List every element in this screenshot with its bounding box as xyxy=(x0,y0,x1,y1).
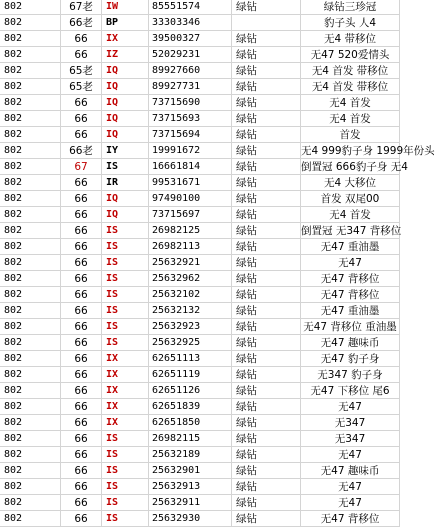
cell-note[interactable]: 无47 背移位 xyxy=(301,287,400,303)
cell-prefix[interactable]: IS xyxy=(102,271,149,287)
cell-code[interactable]: 802 xyxy=(0,399,61,415)
cell-year[interactable]: 66 xyxy=(61,95,102,111)
table-row xyxy=(0,495,400,511)
cell-type[interactable]: 绿钻 xyxy=(232,207,301,223)
cell-note[interactable]: 绿钻三珍冠 xyxy=(301,0,400,15)
cell-year[interactable]: 66 xyxy=(61,335,102,351)
cell-type[interactable]: 绿钻 xyxy=(232,31,301,47)
table-row xyxy=(0,79,400,95)
cell-prefix[interactable]: IS xyxy=(102,255,149,271)
cell-type[interactable]: 绿钻 xyxy=(232,175,301,191)
cell-note[interactable]: 无347 xyxy=(301,431,400,447)
table-row xyxy=(0,255,400,271)
table-row xyxy=(0,47,400,63)
cell-year[interactable]: 65老 xyxy=(61,79,102,95)
table-row xyxy=(0,287,400,303)
cell-serial[interactable]: 25632930 xyxy=(149,511,232,527)
cell-year[interactable]: 66 xyxy=(61,223,102,239)
cell-type[interactable]: 绿钻 xyxy=(232,255,301,271)
cell-serial[interactable]: 73715690 xyxy=(149,95,232,111)
cell-note[interactable]: 无47 xyxy=(301,255,400,271)
cell-prefix[interactable]: IX xyxy=(102,351,149,367)
cell-note[interactable]: 无4 999豹子身 1999年份头 xyxy=(301,144,435,157)
cell-prefix[interactable]: IS xyxy=(102,511,149,527)
cell-prefix[interactable]: IS xyxy=(102,319,149,335)
cell-code[interactable]: 802 xyxy=(0,287,61,303)
cell-note[interactable]: 无47 趣味币 xyxy=(301,463,400,479)
cell-type[interactable]: 绿钻 xyxy=(232,239,301,255)
table-row xyxy=(0,367,400,383)
cell-note[interactable]: 无47 重油墨 xyxy=(301,303,400,319)
table-row xyxy=(0,511,400,527)
cell-year[interactable]: 66 xyxy=(61,175,102,191)
cell-note[interactable]: 无47 520爱情头 xyxy=(301,47,400,63)
cell-code[interactable]: 802 xyxy=(0,111,61,127)
cell-note[interactable]: 豹子头 人4 xyxy=(301,15,400,31)
cell-serial[interactable]: 19991672 xyxy=(149,143,232,159)
cell-note[interactable]: 无47 豹子身 xyxy=(301,351,400,367)
cell-prefix[interactable]: IX xyxy=(102,367,149,383)
cell-note[interactable]: 无4 首发 xyxy=(301,95,400,111)
cell-code[interactable]: 802 xyxy=(0,79,61,95)
cell-type[interactable]: 绿钻 xyxy=(232,79,301,95)
cell-type[interactable]: 绿钻 xyxy=(232,399,301,415)
cell-serial[interactable]: 99531671 xyxy=(149,175,232,191)
table-row xyxy=(0,0,400,15)
cell-code[interactable]: 802 xyxy=(0,207,61,223)
cell-serial[interactable]: 25632962 xyxy=(149,271,232,287)
cell-code[interactable]: 802 xyxy=(0,479,61,495)
cell-year[interactable]: 66 xyxy=(61,319,102,335)
table-row xyxy=(0,463,400,479)
cell-serial[interactable]: 39500327 xyxy=(149,31,232,47)
cell-prefix[interactable]: IS xyxy=(102,463,149,479)
cell-type[interactable]: 绿钻 xyxy=(232,0,301,15)
table-row xyxy=(0,335,400,351)
cell-note[interactable]: 无347 xyxy=(301,415,400,431)
cell-serial[interactable]: 26982125 xyxy=(149,223,232,239)
cell-type[interactable]: 绿钻 xyxy=(232,127,301,143)
cell-type[interactable]: 绿钻 xyxy=(232,511,301,527)
table-row xyxy=(0,175,400,191)
cell-type[interactable]: 绿钻 xyxy=(232,159,301,175)
table-row xyxy=(0,319,400,335)
table-row xyxy=(0,271,400,287)
cell-year[interactable]: 66 xyxy=(61,255,102,271)
cell-code[interactable]: 802 xyxy=(0,351,61,367)
cell-serial[interactable]: 97490100 xyxy=(149,191,232,207)
cell-year[interactable]: 66 xyxy=(61,383,102,399)
cell-type[interactable]: 绿钻 xyxy=(232,271,301,287)
cell-serial[interactable]: 62651113 xyxy=(149,351,232,367)
cell-code[interactable]: 802 xyxy=(0,335,61,351)
cell-prefix[interactable]: IX xyxy=(102,383,149,399)
table-row xyxy=(0,63,400,79)
table-row xyxy=(0,383,400,399)
cell-serial[interactable]: 89927660 xyxy=(149,63,232,79)
cell-type[interactable]: 绿钻 xyxy=(232,319,301,335)
cell-code[interactable]: 802 xyxy=(0,239,61,255)
cell-year[interactable]: 67 xyxy=(61,159,102,175)
cell-prefix[interactable]: IS xyxy=(102,335,149,351)
cell-prefix[interactable]: IS xyxy=(102,479,149,495)
table-row xyxy=(0,351,400,367)
cell-prefix[interactable]: IQ xyxy=(102,95,149,111)
table-row xyxy=(0,207,400,223)
cell-type[interactable]: 绿钻 xyxy=(232,463,301,479)
cell-year[interactable]: 66 xyxy=(61,47,102,63)
cell-code[interactable]: 802 xyxy=(0,127,61,143)
table-row xyxy=(0,223,400,239)
cell-serial[interactable]: 73715694 xyxy=(149,127,232,143)
cell-type[interactable]: 绿钻 xyxy=(232,111,301,127)
cell-serial[interactable]: 62651126 xyxy=(149,383,232,399)
cell-note[interactable]: 首发 双尾00 xyxy=(301,191,400,207)
table-row xyxy=(0,159,400,175)
cell-code[interactable]: 802 xyxy=(0,271,61,287)
table-row xyxy=(0,95,400,111)
cell-code[interactable]: 802 xyxy=(0,143,61,159)
cell-year[interactable]: 66 xyxy=(61,111,102,127)
cell-year[interactable]: 66老 xyxy=(61,15,102,31)
cell-prefix[interactable]: IW xyxy=(102,0,149,15)
cell-note[interactable]: 无47 背移位 xyxy=(301,271,400,287)
cell-note[interactable]: 无47 xyxy=(301,399,400,415)
cell-note[interactable]: 无4 带移位 xyxy=(301,31,400,47)
cell-type[interactable]: 绿钻 xyxy=(232,191,301,207)
table-row xyxy=(0,31,400,47)
cell-code[interactable]: 802 xyxy=(0,15,61,31)
cell-code[interactable]: 802 xyxy=(0,415,61,431)
cell-type[interactable]: 绿钻 xyxy=(232,495,301,511)
cell-type[interactable]: 绿钻 xyxy=(232,415,301,431)
cell-serial[interactable]: 85551574 xyxy=(149,0,232,15)
cell-note[interactable]: 无47 趣味币 xyxy=(301,335,400,351)
table-row xyxy=(0,127,400,143)
cell-year[interactable]: 66 xyxy=(61,239,102,255)
cell-type[interactable]: 绿钻 xyxy=(232,223,301,239)
cell-year[interactable]: 66 xyxy=(61,351,102,367)
cell-note[interactable]: 无4 首发 xyxy=(301,207,400,223)
cell-prefix[interactable]: IS xyxy=(102,495,149,511)
cell-code[interactable]: 802 xyxy=(0,367,61,383)
table-row xyxy=(0,191,400,207)
cell-year[interactable]: 65老 xyxy=(61,63,102,79)
cell-year[interactable]: 66 xyxy=(61,31,102,47)
cell-prefix[interactable]: IS xyxy=(102,223,149,239)
cell-year[interactable]: 66 xyxy=(61,287,102,303)
cell-prefix[interactable]: IQ xyxy=(102,63,149,79)
table-row xyxy=(0,303,400,319)
cell-code[interactable]: 802 xyxy=(0,95,61,111)
cell-note[interactable]: 无4 首发 带移位 xyxy=(301,79,400,95)
cell-type[interactable]: 绿钻 xyxy=(232,287,301,303)
cell-code[interactable]: 802 xyxy=(0,383,61,399)
cell-serial[interactable]: 62651850 xyxy=(149,415,232,431)
cell-type[interactable]: 绿钻 xyxy=(232,351,301,367)
cell-code[interactable]: 802 xyxy=(0,63,61,79)
cell-note[interactable]: 无47 下移位 尾6 xyxy=(301,383,400,399)
cell-serial[interactable]: 25632925 xyxy=(149,335,232,351)
cell-year[interactable]: 66 xyxy=(61,127,102,143)
cell-year[interactable]: 66 xyxy=(61,271,102,287)
cell-serial[interactable]: 25632189 xyxy=(149,447,232,463)
cell-note[interactable]: 无4 首发 xyxy=(301,111,400,127)
cell-type[interactable]: 绿钻 xyxy=(232,447,301,463)
cell-year[interactable]: 66 xyxy=(61,495,102,511)
table-row xyxy=(0,431,400,447)
cell-type[interactable]: 绿钻 xyxy=(232,383,301,399)
cell-note[interactable]: 无47 重油墨 xyxy=(301,239,400,255)
cell-note[interactable]: 倒置冠 无347 背移位 xyxy=(301,224,402,237)
cell-serial[interactable]: 25632102 xyxy=(149,287,232,303)
table-row xyxy=(0,143,400,159)
cell-year[interactable]: 67老 xyxy=(61,0,102,15)
cell-type[interactable]: 绿钻 xyxy=(232,143,301,159)
cell-prefix[interactable]: IS xyxy=(102,303,149,319)
cell-year[interactable]: 66老 xyxy=(61,143,102,159)
cell-prefix[interactable]: IS xyxy=(102,287,149,303)
cell-serial[interactable]: 33303346 xyxy=(149,15,232,31)
table-row xyxy=(0,447,400,463)
cell-prefix[interactable]: IS xyxy=(102,431,149,447)
cell-serial[interactable]: 26982113 xyxy=(149,239,232,255)
cell-prefix[interactable]: IQ xyxy=(102,127,149,143)
cell-serial[interactable]: 73715697 xyxy=(149,207,232,223)
cell-prefix[interactable]: IX xyxy=(102,415,149,431)
cell-code[interactable]: 802 xyxy=(0,223,61,239)
cell-serial[interactable]: 73715693 xyxy=(149,111,232,127)
cell-type[interactable]: 绿钻 xyxy=(232,303,301,319)
cell-code[interactable]: 802 xyxy=(0,447,61,463)
table-row xyxy=(0,111,400,127)
cell-serial[interactable]: 25632132 xyxy=(149,303,232,319)
cell-prefix[interactable]: IY xyxy=(102,143,149,159)
cell-serial[interactable]: 25632923 xyxy=(149,319,232,335)
cell-code[interactable]: 802 xyxy=(0,47,61,63)
cell-code[interactable]: 802 xyxy=(0,319,61,335)
cell-prefix[interactable]: IQ xyxy=(102,207,149,223)
cell-note[interactable]: 无47 xyxy=(301,447,400,463)
cell-note[interactable]: 无47 背移位 重油墨 xyxy=(301,319,400,335)
table-row xyxy=(0,239,400,255)
cell-prefix[interactable]: IQ xyxy=(102,111,149,127)
table-row xyxy=(0,399,400,415)
cell-code[interactable]: 802 xyxy=(0,0,61,15)
cell-year[interactable]: 66 xyxy=(61,479,102,495)
cell-code[interactable]: 802 xyxy=(0,463,61,479)
cell-note[interactable]: 无4 大移位 xyxy=(301,175,400,191)
cell-code[interactable]: 802 xyxy=(0,511,61,527)
cell-year[interactable]: 66 xyxy=(61,191,102,207)
cell-serial[interactable]: 25632921 xyxy=(149,255,232,271)
cell-note[interactable]: 倒置冠 666豹子身 无4 xyxy=(301,160,408,173)
cell-year[interactable]: 66 xyxy=(61,399,102,415)
cell-year[interactable]: 66 xyxy=(61,447,102,463)
cell-type[interactable]: 绿钻 xyxy=(232,367,301,383)
cell-prefix[interactable]: IS xyxy=(102,239,149,255)
cell-year[interactable]: 66 xyxy=(61,511,102,527)
cell-serial[interactable]: 25632901 xyxy=(149,463,232,479)
cell-serial[interactable]: 62651839 xyxy=(149,399,232,415)
cell-code[interactable]: 802 xyxy=(0,175,61,191)
cell-code[interactable]: 802 xyxy=(0,159,61,175)
cell-prefix[interactable]: IQ xyxy=(102,191,149,207)
cell-prefix[interactable]: IS xyxy=(102,159,149,175)
cell-note[interactable]: 无47 背移位 xyxy=(301,511,400,527)
cell-serial[interactable]: 25632913 xyxy=(149,479,232,495)
cell-type[interactable]: 绿钻 xyxy=(232,63,301,79)
cell-serial[interactable]: 25632911 xyxy=(149,495,232,511)
cell-type[interactable]: 绿钻 xyxy=(232,95,301,111)
cell-type[interactable]: 绿钻 xyxy=(232,335,301,351)
cell-serial[interactable]: 62651119 xyxy=(149,367,232,383)
cell-code[interactable]: 802 xyxy=(0,495,61,511)
cell-year[interactable]: 66 xyxy=(61,415,102,431)
cell-prefix[interactable]: IX xyxy=(102,31,149,47)
table-row xyxy=(0,15,400,31)
cell-note[interactable]: 无47 xyxy=(301,479,400,495)
cell-serial[interactable]: 89927731 xyxy=(149,79,232,95)
cell-type[interactable] xyxy=(232,15,301,31)
cell-serial[interactable]: 16661814 xyxy=(149,159,232,175)
cell-year[interactable]: 66 xyxy=(61,463,102,479)
cell-type[interactable]: 绿钻 xyxy=(232,47,301,63)
cell-year[interactable]: 66 xyxy=(61,303,102,319)
cell-year[interactable]: 66 xyxy=(61,367,102,383)
cell-prefix[interactable]: IZ xyxy=(102,47,149,63)
cell-year[interactable]: 66 xyxy=(61,431,102,447)
cell-type[interactable]: 绿钻 xyxy=(232,479,301,495)
cell-code[interactable]: 802 xyxy=(0,431,61,447)
cell-code[interactable]: 802 xyxy=(0,255,61,271)
table-row xyxy=(0,479,400,495)
cell-type[interactable]: 绿钻 xyxy=(232,431,301,447)
cell-prefix[interactable]: IX xyxy=(102,399,149,415)
cell-code[interactable]: 802 xyxy=(0,191,61,207)
cell-prefix[interactable]: BP xyxy=(102,15,149,31)
cell-note[interactable]: 首发 xyxy=(301,127,400,143)
cell-note[interactable]: 无47 xyxy=(301,495,400,511)
cell-code[interactable]: 802 xyxy=(0,31,61,47)
cell-note[interactable]: 无4 首发 带移位 xyxy=(301,63,400,79)
cell-code[interactable]: 802 xyxy=(0,303,61,319)
cell-note[interactable]: 无347 豹子身 xyxy=(301,367,400,383)
cell-year[interactable]: 66 xyxy=(61,207,102,223)
cell-serial[interactable]: 26982115 xyxy=(149,431,232,447)
cell-serial[interactable]: 52029231 xyxy=(149,47,232,63)
cell-prefix[interactable]: IQ xyxy=(102,79,149,95)
cell-prefix[interactable]: IR xyxy=(102,175,149,191)
cell-prefix[interactable]: IS xyxy=(102,447,149,463)
table-row xyxy=(0,415,400,431)
